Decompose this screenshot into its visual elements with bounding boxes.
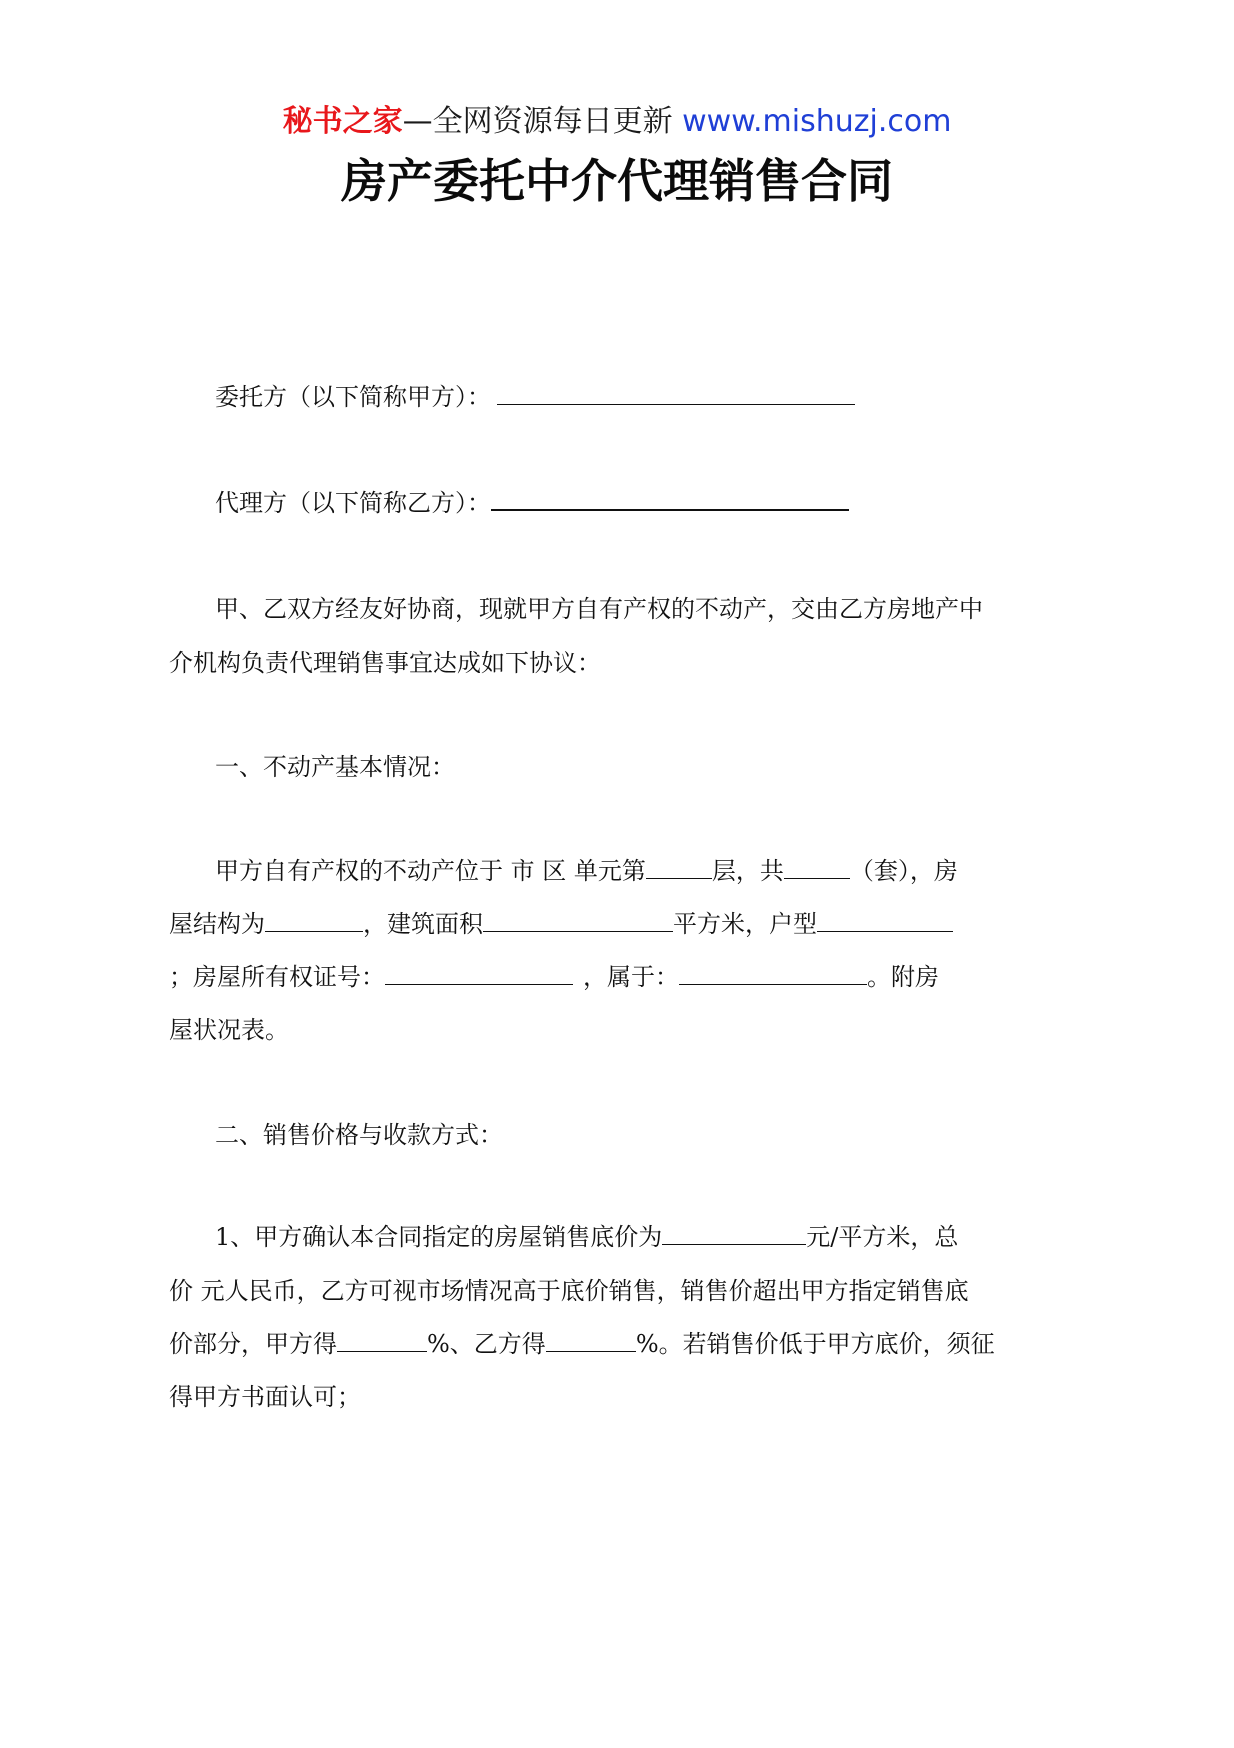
section-1-heading: 一、不动产基本情况： xyxy=(215,753,455,781)
intro-line-2: 介机构负责代理销售事宜达成如下协议： xyxy=(169,649,601,677)
section-1-line-2 xyxy=(169,907,953,941)
text-segment: 。附房 xyxy=(867,963,939,991)
text-segment: %、乙方得 xyxy=(427,1330,546,1358)
agent-party-line xyxy=(215,485,849,520)
text-segment: ；房屋所有权证号： xyxy=(169,963,385,991)
section-2-heading: 二、销售价格与收款方式： xyxy=(215,1121,503,1149)
client-share-blank[interactable] xyxy=(337,1327,427,1352)
text-segment: 平方米，户型 xyxy=(673,910,817,938)
client-party-line xyxy=(215,380,855,414)
text-segment: 1、甲方确认本合同指定的房屋销售底价为 xyxy=(215,1223,663,1251)
section-1-line-1 xyxy=(215,854,958,888)
text-segment: ，建筑面积 xyxy=(363,910,483,938)
section-2-line-2: 价 元人民币，乙方可视市场情况高于底价销售，销售价超出甲方指定销售底 xyxy=(169,1277,969,1305)
text-segment: 层，共 xyxy=(711,857,784,885)
section-1-line-4: 屋状况表。 xyxy=(169,1016,289,1044)
text-segment: 价部分，甲方得 xyxy=(169,1330,337,1358)
client-name-blank[interactable] xyxy=(497,380,855,405)
section-2-line-3 xyxy=(169,1327,995,1361)
section-2-line-4: 得甲方书面认可； xyxy=(169,1383,361,1411)
area-blank[interactable] xyxy=(483,907,673,932)
base-price-blank[interactable] xyxy=(662,1220,806,1245)
text-segment: 甲方自有产权的不动产位于 市 区 单元第 xyxy=(215,857,646,885)
structure-blank[interactable] xyxy=(265,907,363,932)
agent-share-blank[interactable] xyxy=(546,1327,636,1352)
floor-blank[interactable] xyxy=(646,854,712,879)
brand-name: 秘书之家 xyxy=(282,104,403,139)
layout-blank[interactable] xyxy=(817,907,953,932)
ownership-blank[interactable] xyxy=(679,960,867,985)
client-party-label: 委托方（以下简称甲方）： xyxy=(215,383,491,411)
brand-url-link[interactable]: www.mishuzj.com xyxy=(682,104,952,139)
agent-party-label: 代理方（以下简称乙方）： xyxy=(215,489,491,517)
agent-name-blank[interactable] xyxy=(491,485,849,511)
brand-slogan: —全网资源每日更新 xyxy=(402,104,673,139)
text-segment: 元/平方米，总 xyxy=(806,1223,959,1251)
text-segment: 屋结构为 xyxy=(169,910,265,938)
text-segment: ，属于： xyxy=(583,963,679,991)
document-title: 房产委托中介代理销售合同 xyxy=(341,154,893,208)
section-1-line-3 xyxy=(169,960,939,994)
intro-line-1: 甲、乙双方经友好协商，现就甲方自有产权的不动产，交由乙方房地产中 xyxy=(215,595,983,623)
site-banner xyxy=(0,100,1234,144)
certificate-number-blank[interactable] xyxy=(385,960,573,985)
text-segment: %。若销售价低于甲方底价，须征 xyxy=(635,1330,995,1358)
unit-count-blank[interactable] xyxy=(784,854,850,879)
section-2-line-1 xyxy=(215,1220,958,1254)
text-segment: （套），房 xyxy=(849,857,958,885)
